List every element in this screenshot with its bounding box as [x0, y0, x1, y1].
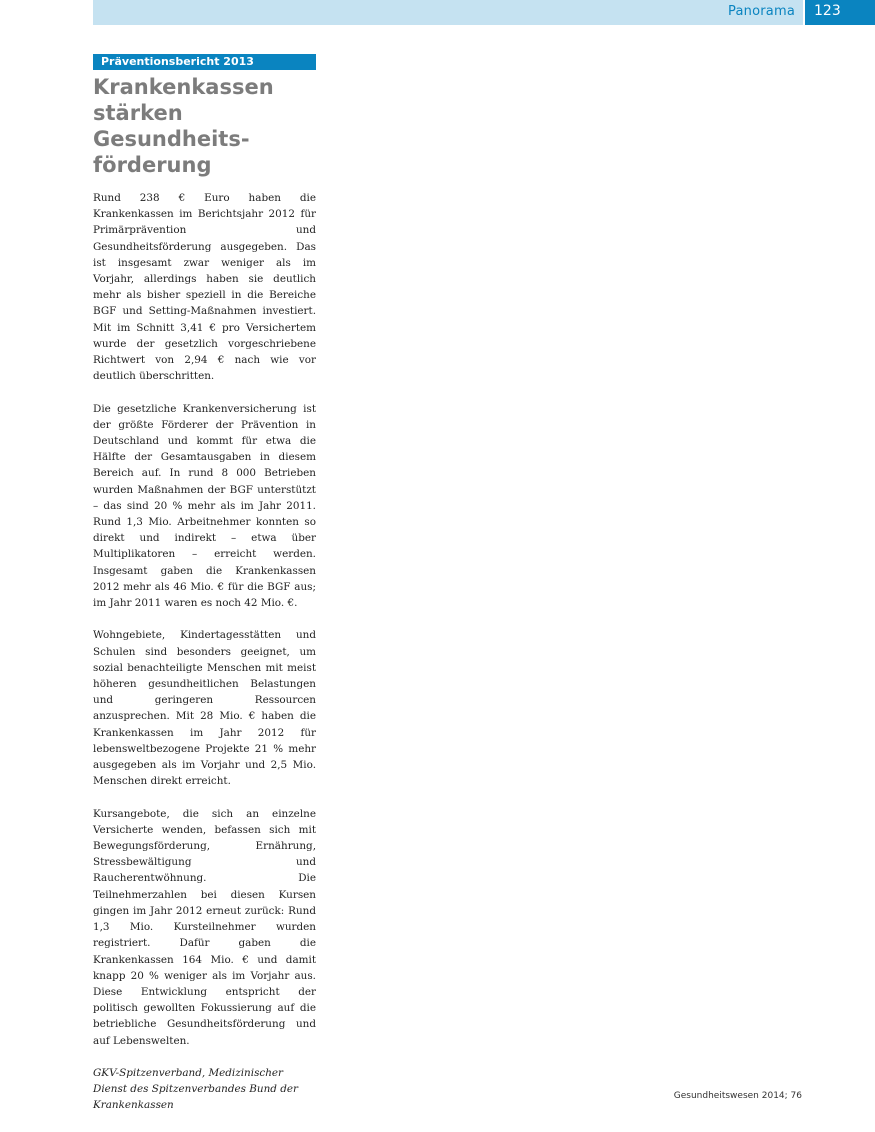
body-paragraph: Kursangebote, die sich an einzelne Versicherte wenden, befassen sich mit Bewegungsförderung, Ernährung, Stressbewältigung und Raucherentwöhnung. Die Teilnehmerzahlen bei diesen Kursen gingen im Jahr 2012 erneut zurück: Rund 1,3 Mio. Kursteilnehmer wurden registriert. Dafür gaben die Krankenkassen 164 Mio. € und damit knapp 20 % weniger als im Vorjahr aus. Diese Entwicklung entspricht der politisch gewollten Fokussierung auf die betriebliche Gesundheitsförderung und auf Lebenswelten.	[93, 807, 316, 1047]
page-number: 123	[814, 3, 841, 19]
article-kicker: Präventionsbericht 2013	[93, 54, 316, 70]
page-number-box	[805, 0, 875, 25]
headline-line: förderung	[93, 153, 212, 177]
body-paragraph: Wohngebiete, Kindertagesstätten und Schulen sind besonders geeignet, um sozial benachteiligte Menschen mit meist höheren gesundheitlichen Belastungen und geringeren Ressourcen anzusprechen. Mit 28 Mio. € haben die Krankenkassen im Jahr 2012 für lebensweltbezogene Projekte 21 % mehr ausgegeben als im Vorjahr und 2,5 Mio. Menschen direkt erreicht.	[93, 629, 316, 788]
article-body	[93, 190, 316, 1114]
body-paragraph: Die gesetzliche Krankenversicherung ist der größte Förderer der Prävention in Deutschland und kommt für etwa die Hälfte der Gesamtausgaben in diesem Bereich auf. In rund 8 000 Betrieben wurden Maßnahmen der BGF unterstützt – das sind 20 % mehr als im Jahr 2011. Rund 1,3 Mio. Arbeitnehmer konnten so direkt und indirekt – etwa über Multiplikatoren – erreicht werden. Insgesamt gaben die Krankenkassen 2012 mehr als 46 Mio. € für die BGF aus; im Jahr 2011 waren es noch 42 Mio. €.	[93, 402, 316, 610]
article	[93, 54, 316, 1114]
article-source	[93, 1065, 316, 1114]
body-paragraph: Rund 238 € Euro haben die Krankenkassen im Berichtsjahr 2012 für Primärprävention und Gesundheitsförderung ausgegeben. Das ist insgesamt zwar weniger als im Vorjahr, allerdings haben sie deutlich mehr als bisher speziell in die Bereiche BGF und Setting-Maßnahmen investiert. Mit im Schnitt 3,41 € pro Versichertem wurde der gesetzlich vorgeschriebene Richtwert von 2,94 € nach wie vor deutlich überschritten.	[93, 192, 316, 383]
headline-line: stärken Gesundheits-	[93, 101, 250, 151]
header-bar	[93, 0, 803, 25]
source-line: GKV-Spitzenverband, Medizinischer	[93, 1066, 284, 1079]
section-label: Panorama	[728, 4, 795, 19]
footer-citation: Gesundheitswesen 2014; 76	[673, 1091, 802, 1101]
source-line: Krankenkassen	[93, 1099, 174, 1112]
source-line: Dienst des Spitzenverbandes Bund der	[93, 1083, 299, 1096]
headline-line: Krankenkassen	[93, 75, 274, 99]
article-headline	[93, 74, 316, 178]
